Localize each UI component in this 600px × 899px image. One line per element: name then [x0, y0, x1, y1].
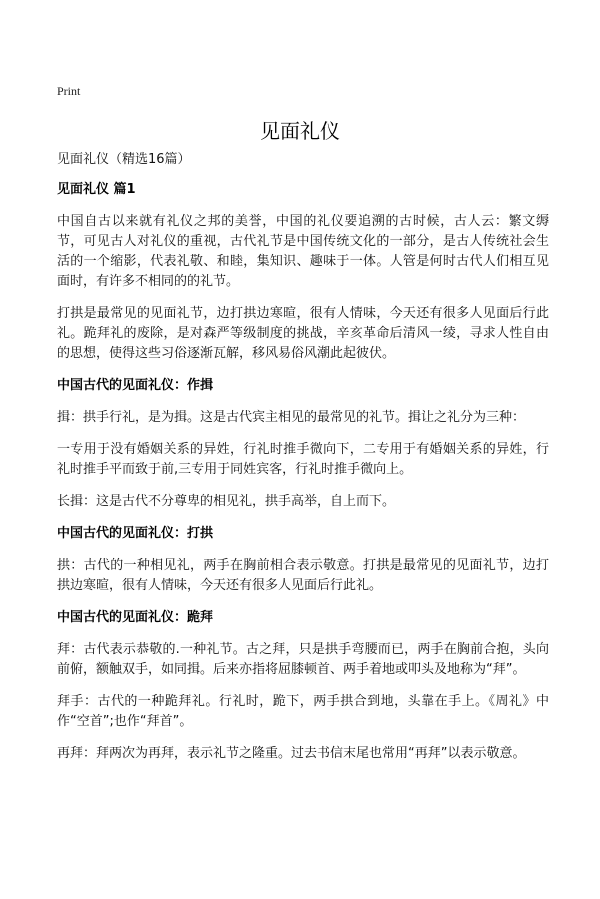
section-heading-zuoyi: 中国古代的见面礼仪：作揖	[57, 378, 214, 393]
section-heading-guibai: 中国古代的见面礼仪：跪拜	[57, 610, 214, 625]
section-paragraph: 揖：拱手行礼，是为揖。这是古代宾主相见的最常见的礼节。揖让之礼分为三种：	[57, 410, 526, 425]
print-label: Print	[57, 84, 81, 98]
document-subtitle: 见面礼仪（精选16篇）	[57, 152, 191, 167]
section-paragraph: 再拜：拜两次为再拜，表示礼节之隆重。过去书信末尾也常用“再拜”以表示敬意。	[57, 746, 526, 761]
section-paragraph: 拜：古代表示恭敬的.一种礼节。古之拜，只是拱手弯腰而已，两手在胸前合抱，头向前俯，额触双手，如同揖。后来亦指将屈膝顿首、两手着地或叩头及地称为“拜”。	[57, 642, 549, 677]
intro-paragraph: 打拱是最常见的见面礼节，边打拱边寒暄，很有人情味，今天还有很多人见面后行此礼。跪拜礼的废除，是对森严等级制度的挑战，辛亥革命后清风一绫，寻求人性自由的思想，使得这些习俗逐渐瓦解，移风易俗风潮此起彼伏。	[57, 306, 549, 361]
page-title: 见面礼仪	[260, 119, 340, 143]
article-heading: 见面礼仪 篇1	[57, 182, 136, 197]
section-paragraph: 一专用于没有婚姻关系的异姓，行礼时推手微向下，二专用于有婚姻关系的异姓，行礼时推手平而致于前,三专用于同姓宾客，行礼时推手微向上。	[57, 442, 549, 477]
document-body	[57, 150, 549, 776]
section-paragraph: 拱：古代的一种相见礼，两手在胸前相合表示敬意。打拱是最常见的见面礼节，边打拱边寒暄，很有人情味，今天还有很多人见面后行此礼。	[57, 558, 549, 593]
section-paragraph: 拜手：古代的一种跪拜礼。行礼时，跪下，两手拱合到地，头靠在手上。《周礼》中作“空首”;也作“拜首”。	[57, 694, 549, 729]
section-paragraph: 长揖：这是古代不分尊卑的相见礼，拱手高举，自上而下。	[57, 494, 396, 509]
section-heading-dagong: 中国古代的见面礼仪：打拱	[57, 526, 214, 541]
intro-paragraph: 中国自古以来就有礼仪之邦的美誉，中国的礼仪要追溯的古时候，古人云：繁文缛节，可见古人对礼仪的重视，古代礼节是中国传统文化的一部分，是古人传统社会生活的一个缩影，代表礼敬、和睦，集知识、趣味于一体。人管是何时古代人们相互见面时，有许多不相同的的礼节。	[57, 214, 549, 289]
